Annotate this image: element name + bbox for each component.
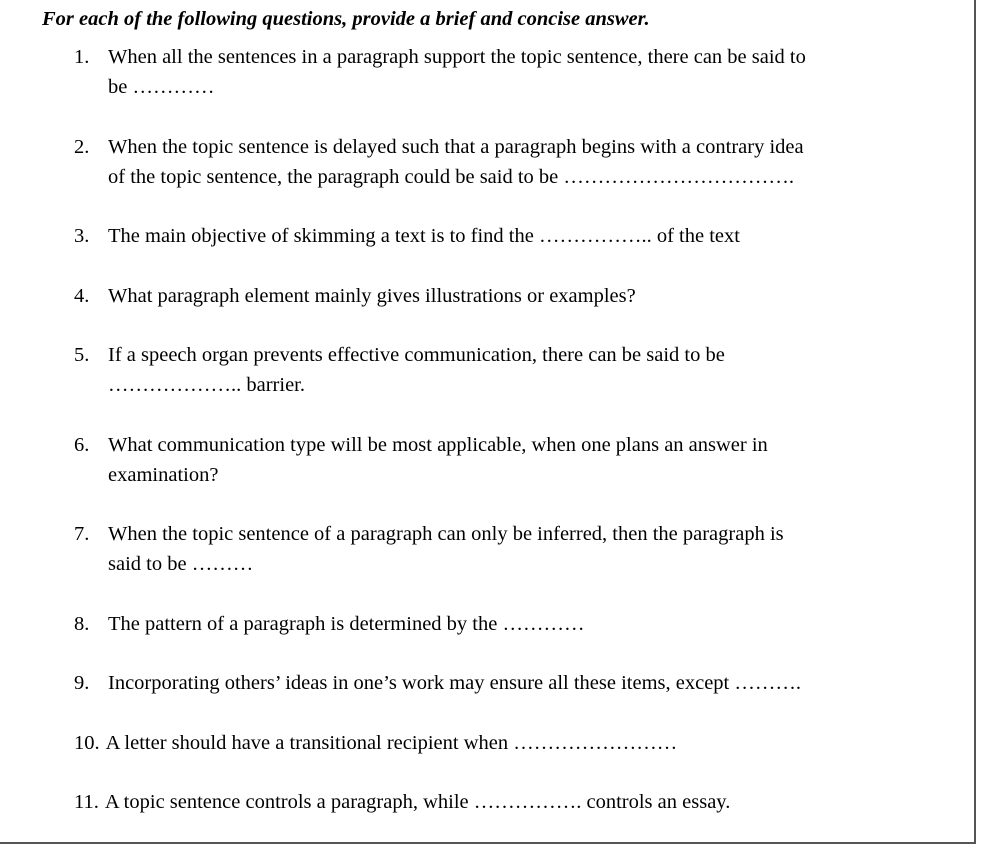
question-text: The pattern of a paragraph is determined by the ………… — [108, 613, 585, 635]
question-number: 9. — [74, 672, 90, 694]
question-7 — [74, 519, 784, 579]
question-text: When the topic sentence is delayed such that a paragraph begins with a contrary idea — [108, 136, 804, 158]
question-text-continued: examination? — [108, 464, 219, 486]
instruction-heading: For each of the following questions, provide a brief and concise answer. — [42, 8, 650, 30]
question-3 — [74, 221, 740, 251]
question-text: A letter should have a transitional recipient when …………………… — [105, 732, 678, 754]
question-text: If a speech organ prevents effective communication, there can be said to be — [108, 344, 725, 366]
question-5 — [74, 340, 725, 400]
question-number: 8. — [74, 613, 90, 635]
question-number: 5. — [74, 344, 90, 366]
question-text: When the topic sentence of a paragraph can only be inferred, then the paragraph is — [108, 523, 784, 545]
question-8 — [74, 609, 584, 639]
question-text-continued: said to be ……… — [108, 553, 254, 575]
question-number: 3. — [74, 225, 90, 247]
question-text: What paragraph element mainly gives illustrations or examples? — [108, 285, 636, 307]
question-text: What communication type will be most applicable, when one plans an answer in — [108, 434, 768, 456]
question-number: 11. — [74, 791, 99, 813]
question-text: Incorporating others’ ideas in one’s work may ensure all these items, except ………. — [108, 672, 802, 694]
question-text-continued: be ………… — [108, 76, 215, 98]
question-text: The main objective of skimming a text is to find the …………….. of the text — [108, 225, 740, 247]
question-9 — [74, 668, 801, 698]
question-number: 7. — [74, 523, 90, 545]
question-number: 10. — [74, 732, 100, 754]
question-text-continued: of the topic sentence, the paragraph could be said to be ……………………………. — [108, 166, 795, 188]
question-10 — [74, 728, 677, 758]
question-number: 6. — [74, 434, 90, 456]
question-1 — [74, 42, 806, 102]
question-number: 2. — [74, 136, 90, 158]
question-number: 4. — [74, 285, 90, 307]
question-2 — [74, 132, 804, 192]
question-4 — [74, 281, 636, 311]
question-text-continued: ……………….. barrier. — [108, 374, 305, 396]
question-number: 1. — [74, 46, 90, 68]
question-text: When all the sentences in a paragraph support the topic sentence, there can be said to — [108, 46, 806, 68]
question-11 — [74, 787, 730, 817]
question-text: A topic sentence controls a paragraph, while ……………. controls an essay. — [104, 791, 731, 813]
question-6 — [74, 430, 768, 490]
